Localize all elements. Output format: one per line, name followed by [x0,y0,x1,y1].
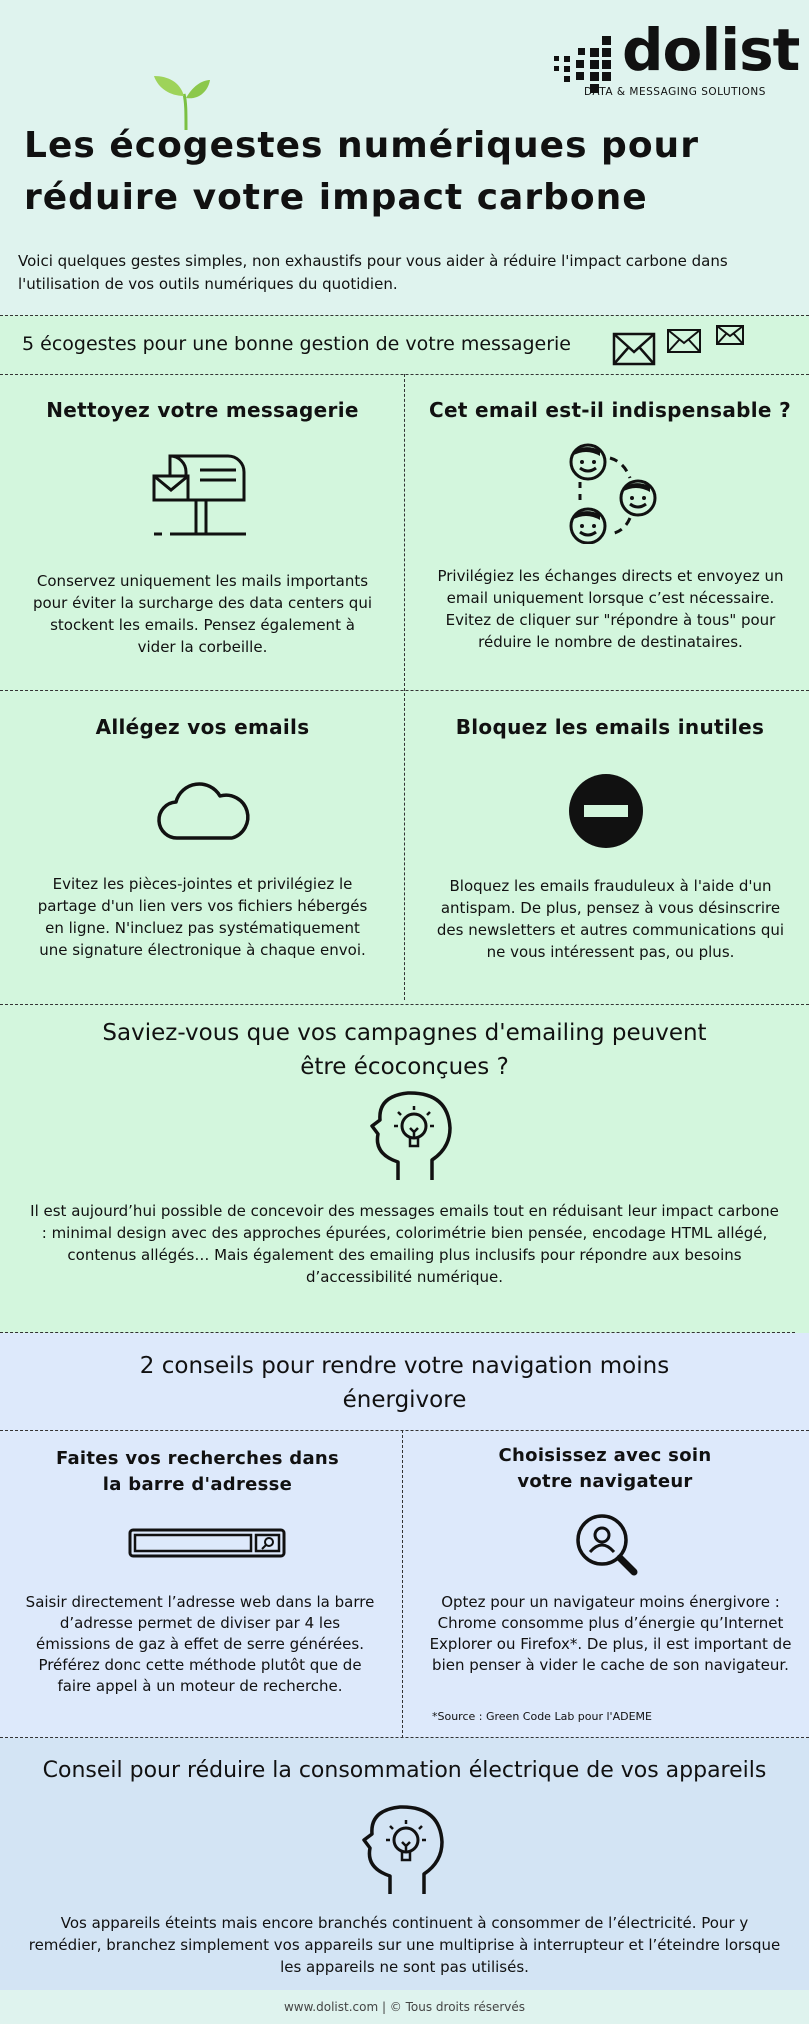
campaign-heading-line-1: Saviez-vous que vos campagnes d'emailing peuvent [102,1020,707,1046]
navigation-heading-line-1: 2 conseils pour rendre votre navigation moins [139,1353,670,1379]
tip-title-line-2: la barre d'adresse [102,1474,293,1495]
divider [0,1430,809,1431]
divider [402,1430,403,1738]
tip-cell-indispensable [420,396,800,424]
user-search-icon [574,1512,640,1578]
tip-title [20,1446,375,1498]
search-bar-icon [128,1528,286,1558]
tip-cell-address-bar [20,1446,375,1498]
envelope-icon [666,328,702,354]
device-text: Vos appareils éteints mais encore branchés continuent à consommer de l’électricité. Pour y remédier, branchez simplement vos appareils sur une multiprise à interrupteur et l’éteindre lorsque les appareils ne sont pas utilisés. [28,1914,781,1976]
header [0,0,809,315]
people-network-icon [566,442,660,544]
tip-text: Conservez uniquement les mails importants pour éviter la surcharge des data centers qui stockent les emails. Pensez également à vider la corbeille. [32,572,373,656]
campaign-text: Il est aujourd’hui possible de concevoir des messages emails tout en réduisant leur impact carbone : minimal design avec des approches épurées, colorimétrie bien pensée, encodage HTML allégé, contenus allégés… Mais également des emailing plus inclusifs pour répondre aux besoins d’accessibilité numérique. [30,1202,779,1286]
footer-text[interactable]: www.dolist.com | © Tous droits réservés [283,2000,526,2014]
head-lightbulb-icon [360,1804,446,1898]
dolist-logo[interactable] [550,16,800,102]
no-entry-icon [568,773,644,849]
title-line-2: réduire votre impact carbone [24,177,648,218]
logo-wordmark: dolist [622,16,800,84]
campaign-heading [0,1016,809,1084]
envelope-icon [612,332,656,366]
tip-title: Nettoyez votre messagerie [46,398,359,422]
tip-title-line-1: Choisissez avec soin [498,1445,712,1466]
mail-section-heading: 5 écogestes pour une bonne gestion de votre messagerie [22,333,571,355]
intro-text: Voici quelques gestes simples, non exhaustifs pour vous aider à réduire l'impact carbone dans l'utilisation de vos outils numériques du quotidien. [18,252,728,293]
head-lightbulb-icon [368,1090,454,1184]
divider [0,315,809,316]
divider [0,1004,809,1005]
divider [0,690,809,691]
tip-cell-lighten-emails [20,713,385,741]
tip-title [420,1443,790,1495]
tip-text: Privilégiez les échanges directs et envoyez un email uniquement lorsque c’est nécessaire. Evitez de cliquer sur "répondre à tous" pour réduire le nombre de destinataires. [437,567,784,651]
tip-text: Optez pour un navigateur moins énergivore : Chrome consomme plus d’énergie qu’Internet Explorer ou Firefox*. De plus, il est important de bien penser à vider le cache de son navigateur. [429,1593,792,1674]
tip-text: Saisir directement l’adresse web dans la barre d’adresse permet de diviser par 4 les émissions de gaz à effet de serre générées. Préférez donc cette méthode plutôt que de faire appel à un moteur de recherche. [25,1593,375,1695]
device-heading: Conseil pour réduire la consommation électrique de vos appareils [42,1758,767,1783]
tip-title: Bloquez les emails inutiles [455,715,765,739]
tip-title: Allégez vos emails [95,715,310,739]
title-line-1: Les écogestes numériques pour [24,125,699,166]
cloud-icon [156,780,252,842]
navigation-heading [0,1349,809,1417]
footer [0,1990,809,2024]
logo-tagline: DATA & MESSAGING SOLUTIONS [584,86,766,98]
navigation-heading-line-2: énergivore [342,1387,467,1413]
page-title [24,120,744,224]
envelope-icon [715,324,745,346]
tip-cell-clean-mailbox [20,396,385,424]
tip-cell-block-emails [420,713,800,741]
tip-cell-browser [420,1443,790,1495]
campaign-heading-line-2: être écoconçues ? [300,1054,509,1080]
tip-title-line-1: Faites vos recherches dans [55,1448,340,1469]
tip-text: Bloquez les emails frauduleux à l'aide d'un antispam. De plus, pensez à vous désinscrire des newsletters et autres communications qui ne vous intéressent pas, ou plus. [436,877,785,961]
tip-title: Cet email est-il indispensable ? [429,398,791,422]
tip-text: Evitez les pièces-jointes et privilégiez le partage d'un lien vers vos fichiers hébergés en ligne. N'incluez pas systématiquement une signature électronique à chaque envoi. [37,875,368,959]
mailbox-icon [150,452,250,540]
tip-title-line-2: votre navigateur [517,1471,693,1492]
divider [404,374,405,1000]
source-note: *Source : Green Code Lab pour l'ADEME [432,1710,652,1723]
